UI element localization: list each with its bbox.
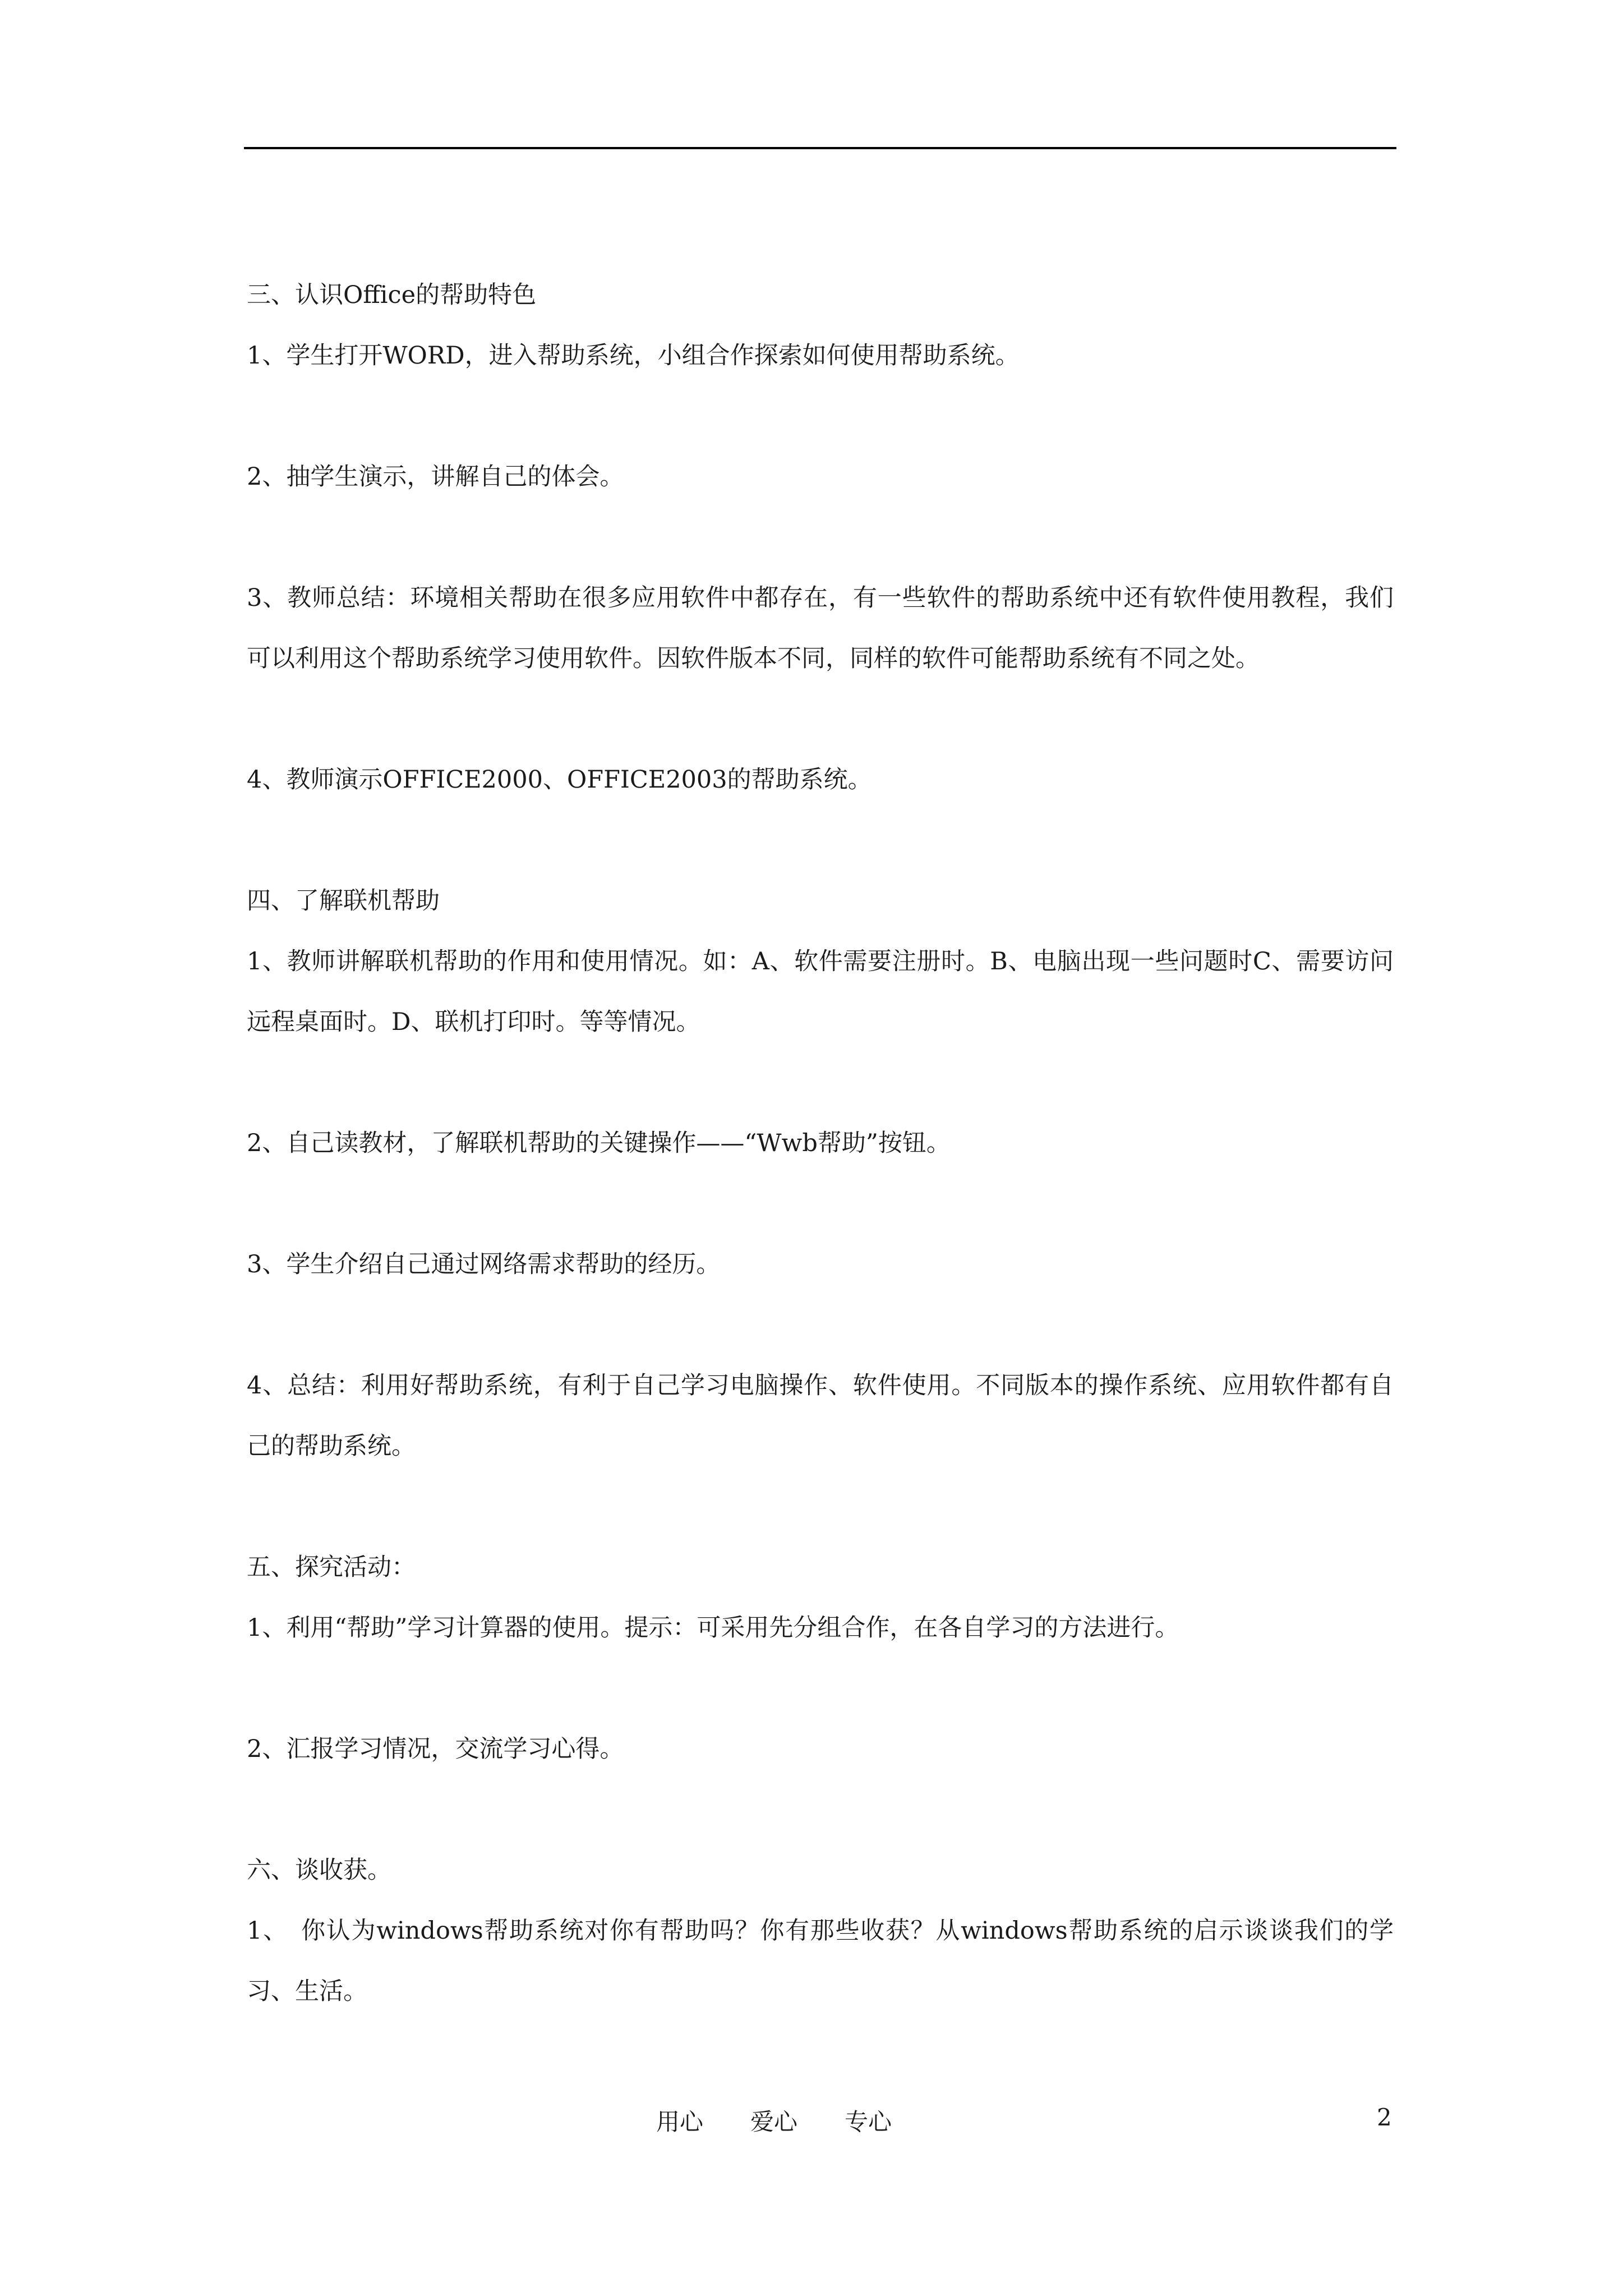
paragraph: 2、汇报学习情况，交流学习心得。: [247, 1735, 624, 1763]
section-heading: 六、谈收获。: [247, 1856, 391, 1884]
page-footer: [0, 2104, 1623, 2148]
document-body: [247, 265, 1394, 2022]
header-rule: [244, 147, 1396, 149]
section-online-help: [247, 871, 1394, 1537]
section-takeaways: [247, 1840, 1394, 2022]
section-office-help: [247, 265, 1394, 871]
paragraph: 4、总结：利用好帮助系统，有利于自己学习电脑操作、软件使用。不同版本的操作系统、应用软件都有自己的帮助系统。: [247, 1372, 1394, 1460]
paragraph: 3、教师总结：环境相关帮助在很多应用软件中都存在，有一些软件的帮助系统中还有软件使用教程，我们可以利用这个帮助系统学习使用软件。因软件版本不同，同样的软件可能帮助系统有不同之处。: [247, 584, 1394, 673]
paragraph: 1、利用“帮助”学习计算器的使用。提示：可采用先分组合作，在各自学习的方法进行。: [247, 1614, 1179, 1642]
paragraph: 3、学生介绍自己通过网络需求帮助的经历。: [247, 1250, 721, 1278]
paragraph: 2、抽学生演示，讲解自己的体会。: [247, 463, 624, 491]
footer-motto: 用心 爱心 专心: [656, 2108, 892, 2136]
paragraph: 1、学生打开WORD，进入帮助系统，小组合作探索如何使用帮助系统。: [247, 342, 1020, 370]
section-heading: 五、探究活动：: [247, 1553, 416, 1581]
page-number: 2: [1377, 2104, 1392, 2131]
paragraph: 1、教师讲解联机帮助的作用和使用情况。如：A、软件需要注册时。B、电脑出现一些问题时C、需要访问远程桌面时。D、联机打印时。等等情况。: [247, 947, 1394, 1036]
paragraph: 1、 你认为windows帮助系统对你有帮助吗？你有那些收获？从windows帮助系统的启示谈谈我们的学习、生活。: [247, 1917, 1394, 2005]
paragraph: 2、自己读教材，了解联机帮助的关键操作——“Wwb帮助”按钮。: [247, 1129, 951, 1157]
section-heading: 四、了解联机帮助: [247, 887, 440, 915]
paragraph: 4、教师演示OFFICE2000、OFFICE2003的帮助系统。: [247, 766, 872, 794]
section-exploration: [247, 1537, 1394, 1840]
section-heading: 三、认识Office的帮助特色: [247, 281, 537, 309]
